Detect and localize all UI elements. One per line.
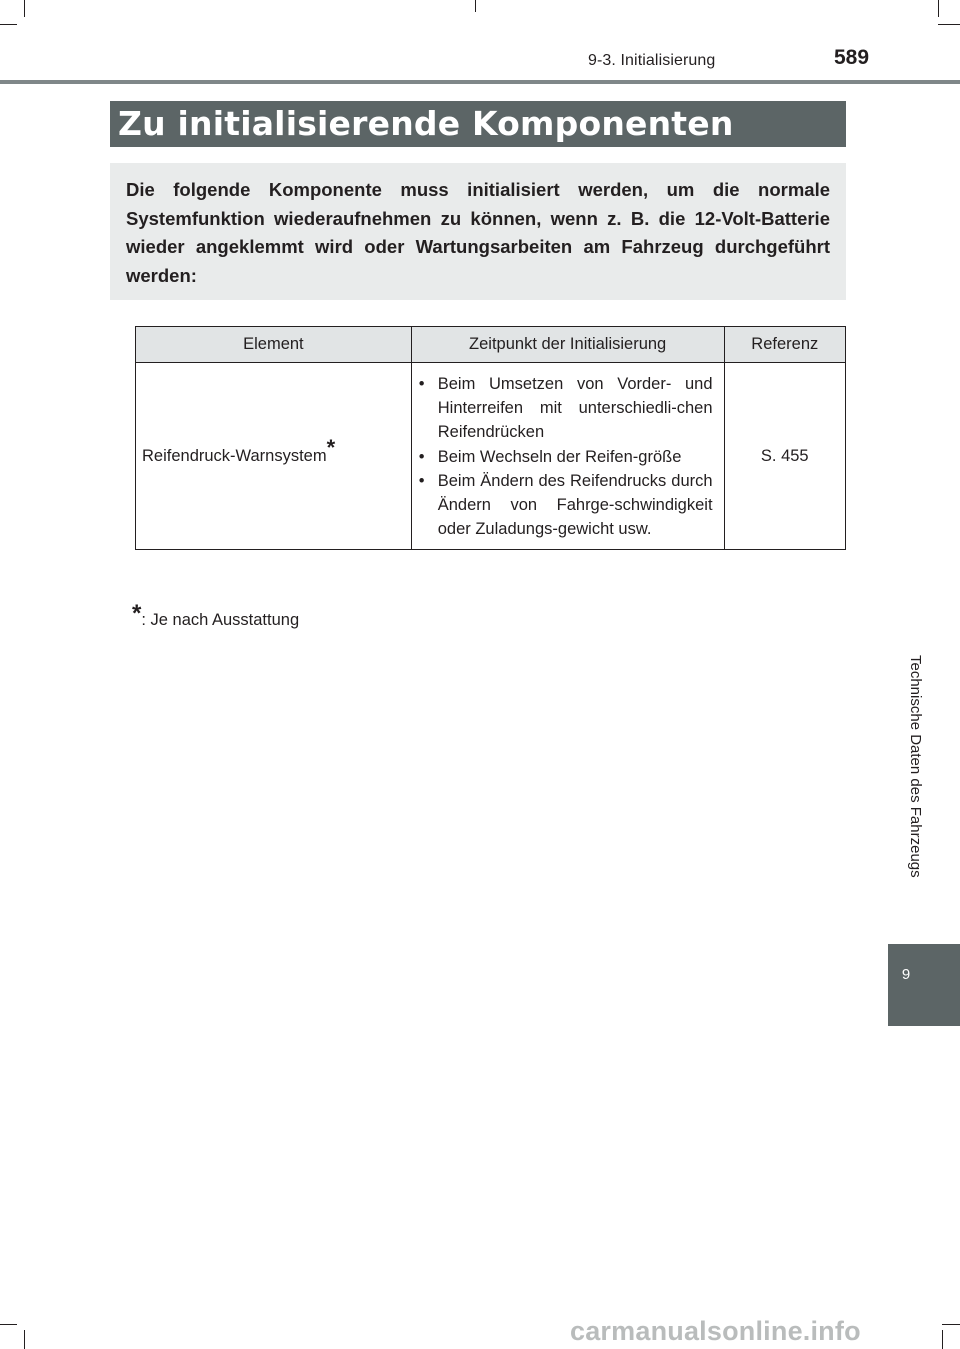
intro-paragraph: Die folgende Komponente muss initialisiert werden, um die normale Systemfunktion wiederaufnehmen zu können, wenn z. B. die 12-Volt-Batterie wieder angeklemmt wird oder Wartungsarbeiten am Fahrzeug durchgeführt werden:: [126, 179, 830, 287]
chapter-tab: [888, 944, 960, 1026]
bullet-icon: •: [418, 471, 425, 490]
page-title: Zu initialisierende Komponenten: [118, 104, 734, 143]
list-item-text: Beim Umsetzen von Vorder- und Hinterreifen mit unterschiedli-chen Reifendrücken: [437, 375, 713, 442]
crop-mark: [24, 0, 25, 17]
crop-mark: [475, 0, 476, 12]
bullet-icon: •: [418, 447, 425, 466]
cell-timing: [411, 363, 724, 550]
crop-mark: [0, 1324, 17, 1325]
list-item: [419, 469, 713, 542]
crop-mark: [938, 24, 960, 25]
bullet-icon: •: [418, 375, 425, 393]
watermark: carmanualsonline.info: [570, 1316, 861, 1346]
footnote-mark: *: [326, 434, 336, 460]
list-item-text: Beim Wechseln der Reifen-größe: [437, 447, 682, 466]
cell-element: [136, 363, 412, 550]
page-number: 589: [834, 46, 870, 69]
section-heading: 9-3. Initialisierung: [588, 52, 716, 69]
chapter-side-label: Technische Daten des Fahrzeugs: [907, 655, 924, 878]
crop-mark: [0, 24, 17, 25]
header-rule: [0, 80, 960, 84]
crop-mark: [938, 0, 939, 17]
list-item: [419, 372, 713, 445]
footnote-text: : Je nach Ausstattung: [141, 611, 300, 629]
table-header-row: [136, 327, 846, 363]
crop-mark: [942, 1324, 960, 1325]
list-item: [419, 445, 713, 469]
chapter-number: 9: [901, 966, 911, 983]
column-header-timing: Zeitpunkt der Initialisierung: [411, 327, 724, 363]
cell-reference: S. 455: [724, 363, 845, 550]
column-header-element: Element: [136, 327, 412, 363]
element-name: Reifendruck-Warnsystem: [142, 446, 327, 465]
timing-list: [419, 372, 713, 541]
components-table: [135, 326, 846, 550]
footnote-mark: *: [132, 600, 142, 627]
crop-mark: [24, 1330, 25, 1349]
crop-mark: [942, 1330, 943, 1349]
column-header-reference: Referenz: [724, 327, 845, 363]
footnote: [132, 600, 299, 630]
list-item-text: Beim Ändern des Reifendrucks durch Ändern von Fahrge-schwindigkeit oder Zuladungs-gewicht usw.: [437, 471, 713, 539]
table-row: [136, 363, 846, 550]
